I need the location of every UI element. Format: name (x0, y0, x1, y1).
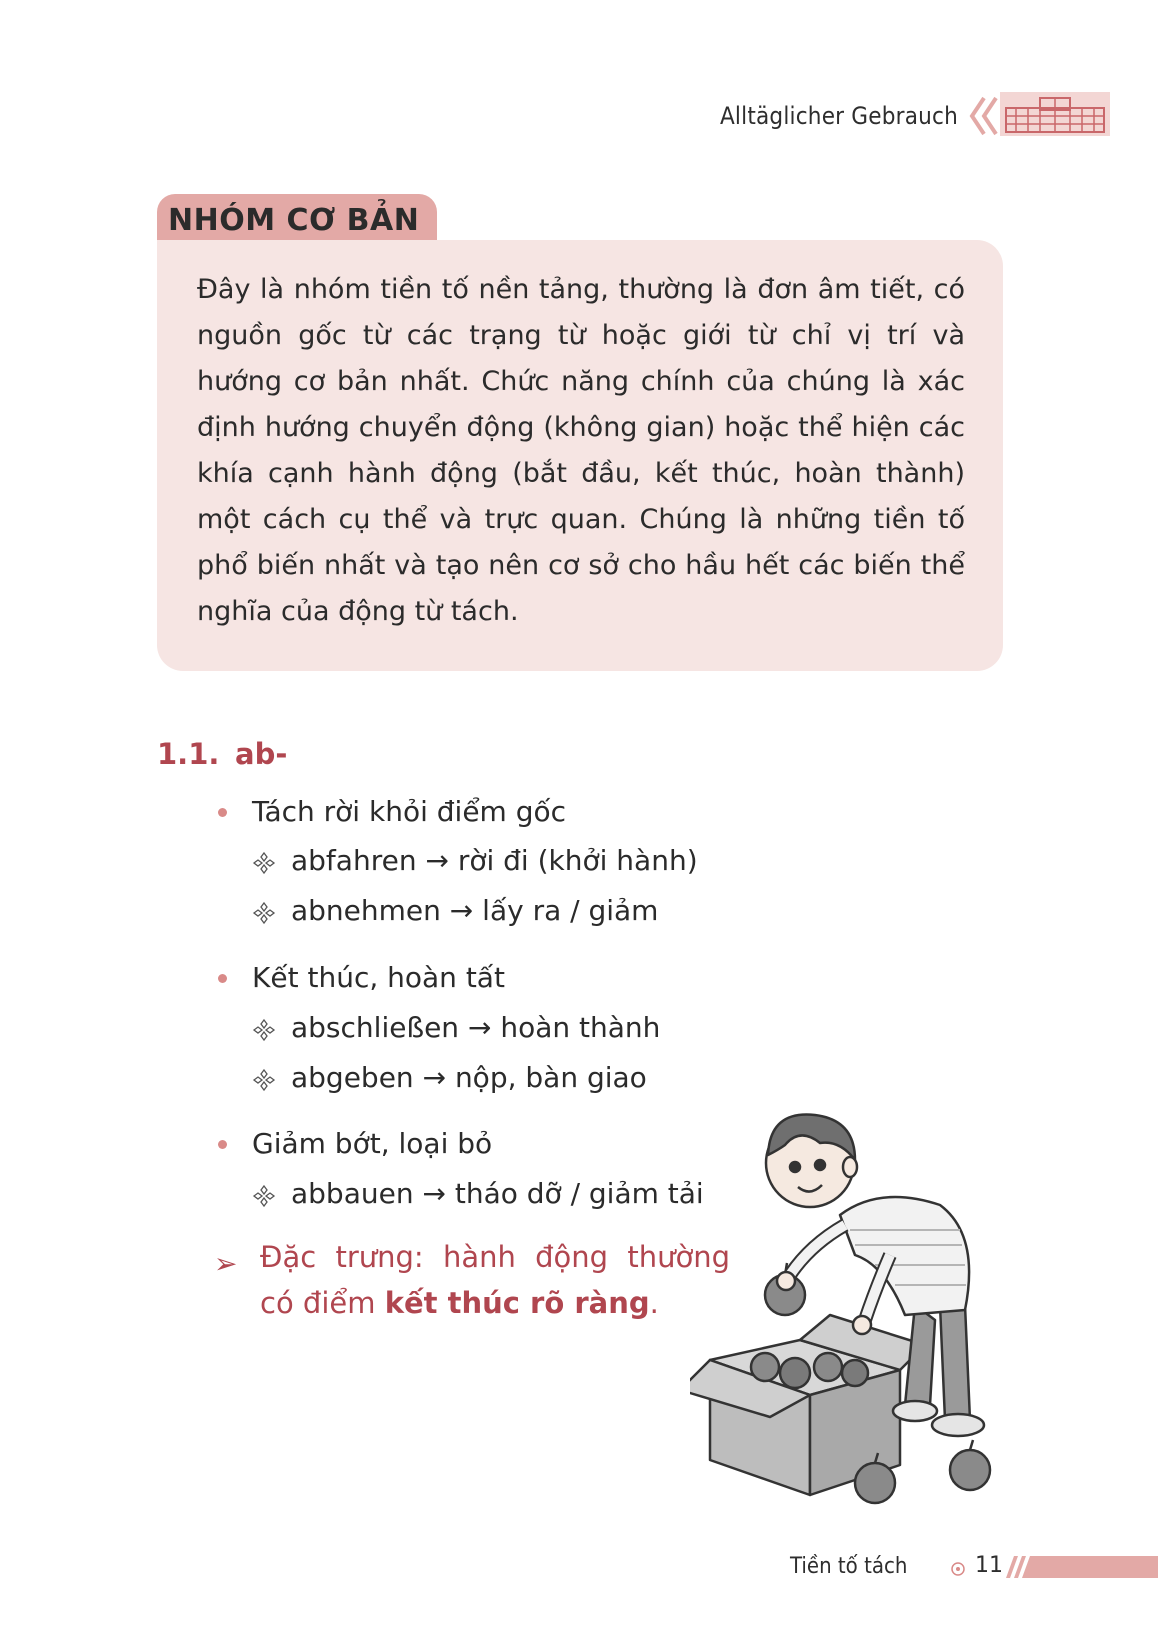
example-item: abfahren → rời đi (khởi hành) (291, 844, 698, 877)
boy-with-apples-illustration (690, 1105, 1010, 1505)
section-prefix: ab- (235, 737, 288, 771)
section-heading (157, 737, 287, 771)
page-number: 11 (975, 1553, 1003, 1578)
meaning-label: Giảm bớt, loại bỏ (252, 1127, 493, 1160)
footer-label: Tiền tố tách (790, 1554, 908, 1579)
note-emphasis: kết thúc rõ ràng (384, 1286, 650, 1320)
section-number: 1.1. (157, 737, 220, 771)
building-icon (1000, 92, 1110, 136)
note-text: Đặc trưng: hành động thường có điểm kết thúc rõ ràng. (260, 1240, 730, 1320)
meaning-label: Tách rời khỏi điểm gốc (252, 795, 567, 828)
diamond-ornament-icon (252, 901, 276, 925)
diamond-ornament-icon (252, 1184, 276, 1208)
example-item: abnehmen → lấy ra / giảm (291, 894, 659, 927)
bullet-icon (218, 974, 227, 983)
example-item: abbauen → tháo dỡ / giảm tải (291, 1177, 704, 1210)
running-title: Alltäglicher Gebrauch (719, 102, 958, 130)
meaning-label: Kết thúc, hoàn tất (252, 961, 505, 994)
arrow-icon: ➢ (214, 1247, 238, 1280)
example-item: abschließen → hoàn thành (291, 1011, 661, 1044)
diamond-ornament-icon (252, 851, 276, 875)
footer-stripe-decoration (1000, 1556, 1158, 1578)
footer-ornament-icon (950, 1561, 966, 1577)
chevron-decoration-icon (968, 96, 1004, 136)
example-item: abgeben → nộp, bàn giao (291, 1061, 647, 1094)
bullet-icon (218, 808, 227, 817)
diamond-ornament-icon (252, 1018, 276, 1042)
diamond-ornament-icon (252, 1068, 276, 1092)
bullet-icon (218, 1140, 227, 1149)
group-description: Đây là nhóm tiền tố nền tảng, thường là đơn âm tiết, có nguồn gốc từ các trạng từ hoặc giới từ chỉ vị trí và hướng cơ bản nhất. Chức năng chính của chúng là xác định hướng chuyển động (không gian) hoặc thể hiện các khía cạnh hành động (bắt đầu, kết thúc, hoàn thành) một cách cụ thể và trực quan. Chúng là những tiền tố phổ biến nhất và tạo nên cơ sở cho hầu hết các biến thể nghĩa của động từ tách. (197, 274, 965, 627)
group-title: NHÓM CƠ BẢN (168, 203, 420, 238)
